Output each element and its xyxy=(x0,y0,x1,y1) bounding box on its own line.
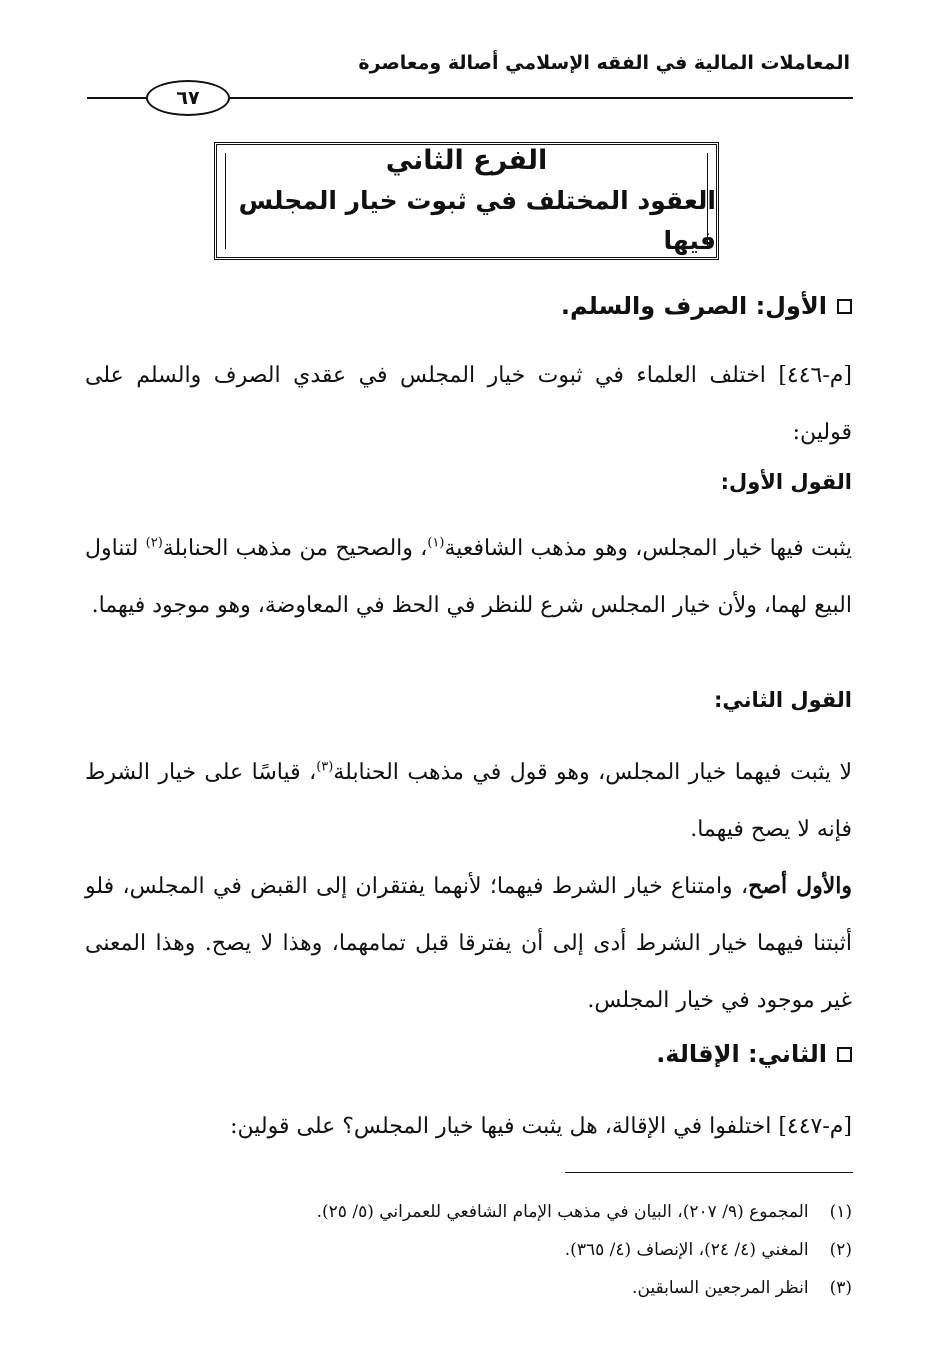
section-title-box xyxy=(214,142,719,260)
footnote-separator xyxy=(565,1172,853,1173)
footnote-item xyxy=(85,1231,852,1269)
page-number: ٦٧ xyxy=(146,80,230,116)
footnotes xyxy=(85,1193,852,1307)
footnote-ref-1[interactable]: (١) xyxy=(427,535,445,551)
footnote-item xyxy=(85,1269,852,1307)
opinion1-paragraph xyxy=(85,520,852,634)
preference-lead: والأول أصح xyxy=(748,873,853,899)
section1-intro-text: [م-٤٤٦] اختلف العلماء في ثبوت خيار المجلس في عقدي الصرف والسلم على قولين: xyxy=(85,363,852,445)
section1-intro xyxy=(85,347,852,461)
footnote-text: المجموع (٩/ ٢٠٧)، البيان في مذهب الإمام الشافعي للعمراني (٥/ ٢٥). xyxy=(316,1202,809,1222)
opinion2-label-text: القول الثاني: xyxy=(714,688,852,712)
opinion1-label-text: القول الأول: xyxy=(720,470,852,494)
title-line-2: العقود المختلف في ثبوت خيار المجلس فيها xyxy=(238,186,716,255)
footnote-number: (٢) xyxy=(829,1240,852,1260)
opinion1-label xyxy=(85,470,852,494)
section2-intro-text: [م-٤٤٧] اختلفوا في الإقالة، هل يثبت فيها خيار المجلس؟ على قولين: xyxy=(230,1114,852,1139)
opinion1-text-a: يثبت فيها خيار المجلس، وهو مذهب الشافعية xyxy=(444,536,852,561)
opinion1-text-b: ، والصحيح من مذهب الحنابلة xyxy=(162,536,428,561)
opinion1-text-c: لتناول البيع لهما، ولأن خيار المجلس شرع للنظر في الحظ في المعاوضة، وهو موجود فيهما. xyxy=(85,536,852,618)
square-bullet-icon xyxy=(837,299,852,314)
footnote-text: انظر المرجعين السابقين. xyxy=(632,1278,809,1298)
section2-intro xyxy=(85,1098,852,1155)
preference-text: ، وامتناع خيار الشرط فيهما؛ لأنهما يفتقران إلى القبض في المجلس، فلو أثبتنا فيهما خيار الشرط أدى إلى أن يفترقا قبل تمامهما، وهذا لا يصح. وهذا المعنى غير موجود في خيار المجلس. xyxy=(85,874,852,1013)
opinion2-text-a: لا يثبت فيهما خيار المجلس، وهو قول في مذهب الحنابلة xyxy=(333,760,852,785)
section1-heading-text: الأول: الصرف والسلم. xyxy=(560,292,827,320)
footnote-ref-2[interactable]: (٢) xyxy=(145,535,163,551)
preference-paragraph xyxy=(85,858,852,1029)
footnote-item xyxy=(85,1193,852,1231)
footnote-text: المغني (٤/ ٢٤)، الإنصاف (٤/ ٣٦٥). xyxy=(564,1240,809,1260)
opinion2-paragraph xyxy=(85,744,852,858)
opinion2-label xyxy=(85,688,852,712)
footnote-ref-3[interactable]: (٣) xyxy=(316,759,334,775)
section2-heading-text: الثاني: الإقالة. xyxy=(656,1040,827,1068)
footnote-number: (١) xyxy=(829,1202,852,1222)
opinion2-text-b: ، قياسًا على خيار الشرط فإنه لا يصح فيهما. xyxy=(85,760,852,842)
running-title: المعاملات المالية في الفقه الإسلامي أصالة ومعاصرة xyxy=(358,52,850,74)
section1-heading xyxy=(85,292,852,320)
section2-heading xyxy=(85,1040,852,1068)
square-bullet-icon xyxy=(837,1047,852,1062)
title-line-1: الفرع الثاني xyxy=(385,145,548,176)
footnote-number: (٣) xyxy=(829,1278,852,1298)
